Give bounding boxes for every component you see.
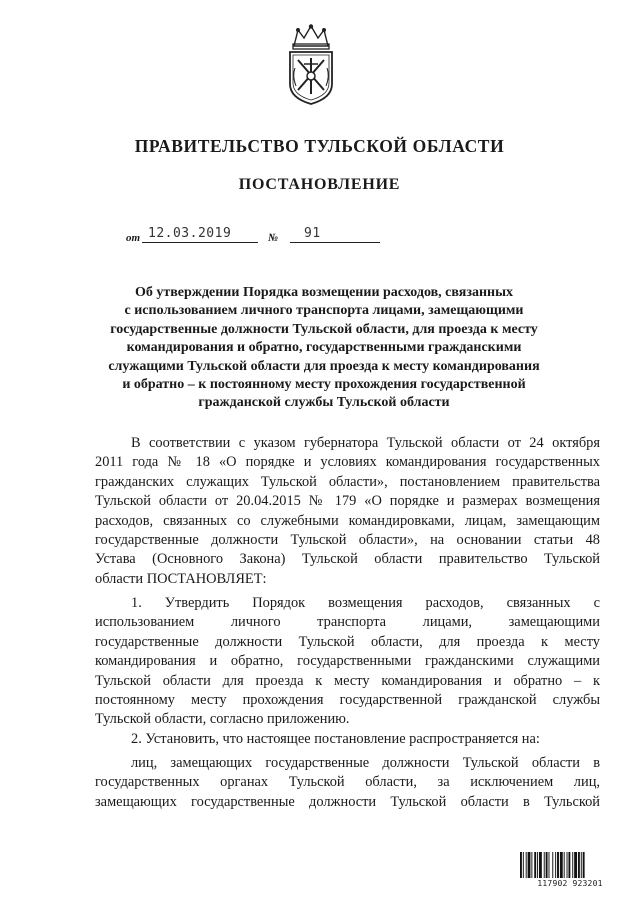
clause-1-paragraph [95,594,600,730]
barcode-bar [534,852,536,878]
date-underline [142,242,258,243]
title-line: гражданской службы Тульской области [198,395,450,411]
barcode-bar [560,852,563,878]
paragraph-line: Тульской области от 20.04.2015 № 179 «О порядке и размерах возмещения [95,493,600,510]
barcode-bar [537,852,538,878]
document-date: 12.03.2019 [148,226,232,241]
title-line: Об утверждении Порядка возмещении расходов, связанных [134,285,514,300]
title-line: служащими Тульской области для проезда к месту командирования [108,358,540,374]
clause-2-subitem-paragraph [95,754,600,812]
paragraph-line: 1. Утвердить Порядок возмещения расходов, связанных с [131,595,600,611]
paragraph-line: 2. Установить, что настоящее постановление распространяется на: [131,731,540,747]
coat-of-arms-emblem [284,24,338,106]
paragraph-line: государственных органах Тульской области, за исключением лиц, [95,774,600,791]
paragraph-line: использованием личного транспорта лицами, замещающими [95,614,600,631]
barcode-bar [544,852,545,878]
document-barcode [520,852,620,888]
paragraph-line: Тульской области для проезда к месту командирования и обратно – к [95,672,600,689]
paragraph-line: гражданских служащих Тульской области», постановлением правительства [95,473,600,490]
barcode-bar [528,852,531,878]
paragraph-line: 2011 года № 18 «О порядке и условиях командирования государственных [95,454,600,471]
barcode-bar [539,852,542,878]
barcode-bar [546,852,548,878]
paragraph-line: расходов, связанных со служебными командировками, лицам, замещающим [95,512,600,529]
barcode-bar [578,852,580,878]
barcode-bar [583,852,585,878]
title-line: и обратно – к постоянному месту прохождения государственной [122,377,526,393]
preamble-paragraph [95,434,600,589]
barcode-number: 117902 923201 [537,879,603,888]
date-label: от [126,232,141,244]
barcode-bar [555,852,556,878]
number-underline [290,242,380,243]
paragraph-line: государственные должности Тульской области, для проезда к месту [95,633,600,650]
document-type: ПОСТАНОВЛЕНИЕ [238,176,401,193]
barcode-bar [552,852,553,878]
barcode-bar [557,852,559,878]
paragraph-line: государственные должности Тульской области», на основании статьи 48 [95,531,600,548]
barcode-bar [568,852,570,878]
paragraph-line: Устава (Основного Закона) Тульской области правительство Тульской [95,551,600,568]
paragraph-line: постоянному месту прохождения государственной гражданской службы [95,691,600,708]
barcode-bar [523,852,524,878]
paragraph-line: области ПОСТАНОВЛЯЕТ: [95,570,267,587]
barcode-bar [526,852,527,878]
number-label: № [268,232,279,244]
paragraph-line: замещающих государственные должности Тульской области в Тульской [95,793,600,810]
barcode-bar [549,852,550,878]
barcode-bar [520,852,522,878]
paragraph-line: Тульской области, согласно приложению. [95,711,350,728]
government-name: ПРАВИТЕЛЬСТВО ТУЛЬСКОЙ ОБЛАСТИ [134,136,505,156]
document-title [108,284,540,413]
paragraph-line: В соответствии с указом губернатора Тульской области от 24 октября [131,435,600,451]
title-line: государственные должности Тульской области, для проезда к месту [110,321,538,337]
barcode-bar [581,852,582,878]
barcode-bar [567,852,568,878]
paragraph-line: командирования и обратно, государственными гражданскими служащими [95,653,600,670]
barcode-bar [572,852,573,878]
document-number: 91 [304,226,321,241]
barcode-bar [564,852,565,878]
clause-2-paragraph [95,730,600,749]
title-line: с использованием личного транспорта лицами, замещающими [124,303,524,319]
title-line: командирования и обратно, государственными гражданскими [126,340,522,356]
barcode-bars [520,852,620,878]
paragraph-line: лиц, замещающих государственные должности Тульской области в [131,755,600,771]
barcode-bar [531,852,532,878]
barcode-bar [574,852,577,878]
